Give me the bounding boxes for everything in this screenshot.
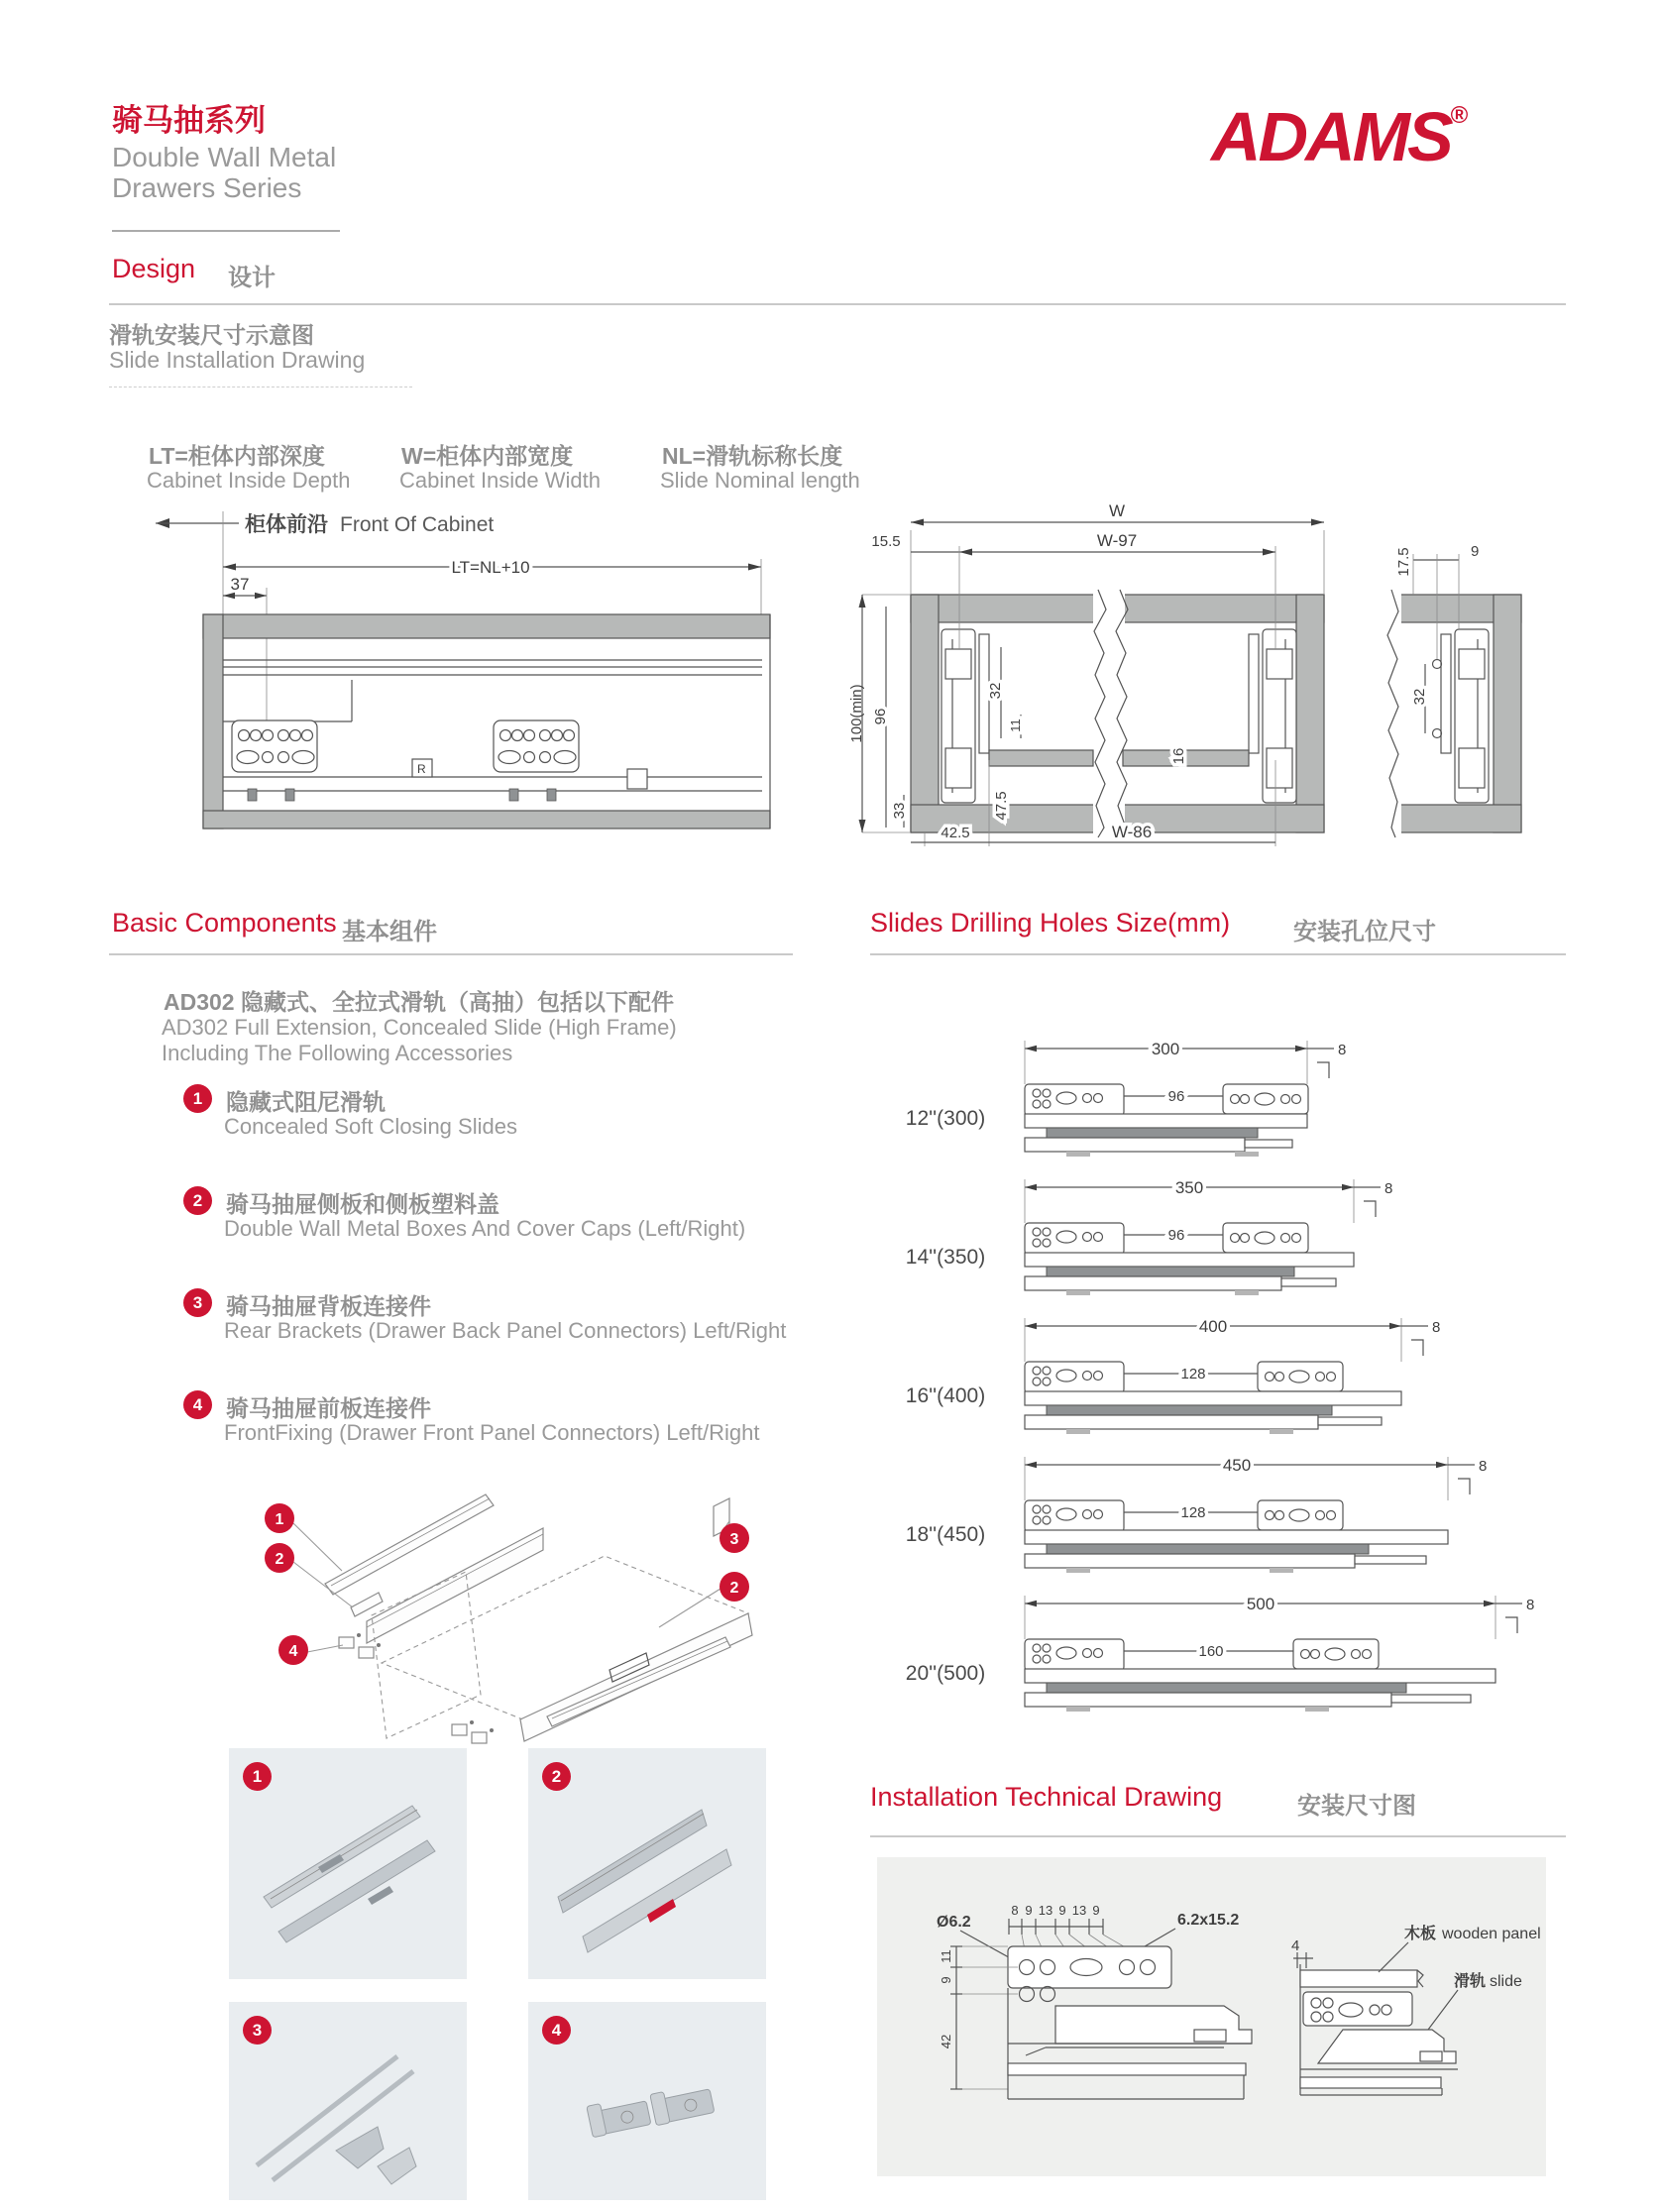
definition-nl-en: Slide Nominal length (660, 468, 860, 493)
dim-slot-size: 6.2x15.2 (1177, 1912, 1240, 1929)
photo-metal-boxes (528, 1748, 766, 1979)
design-section-divider (109, 303, 1566, 305)
definition-nl-cn: NL=滑轨标称长度 (662, 443, 843, 469)
dim-top-4: 9 (1058, 1903, 1066, 1918)
header-divider (112, 230, 340, 232)
slide-offset-18in: 8 (1479, 1458, 1488, 1475)
slide-label-14in: 14''(350) (905, 1246, 986, 1269)
dim-v-11: 11 (939, 1949, 953, 1963)
rail-marker-r: R (417, 762, 426, 776)
ad302-intro-en-line1: AD302 Full Extension, Concealed Slide (High Frame) (162, 1015, 677, 1040)
callout-4: 4 (288, 1643, 298, 1660)
photo-front-fixings (528, 2002, 766, 2200)
item-2-en: Double Wall Metal Boxes And Cover Caps (Left/Right) (224, 1216, 746, 1241)
cross-section-drawing (842, 500, 1556, 852)
slide-installation-subtitle-cn: 滑轨安装尺寸示意图 (109, 322, 314, 348)
ad302-intro-cn: AD302 隐藏式、全拉式滑轨（高抽）包括以下配件 (164, 989, 674, 1015)
exploded-drawer-diagram (159, 1378, 798, 1749)
dim-11: 11 (1008, 719, 1023, 732)
dim-w97: W-97 (1096, 531, 1138, 550)
slide-label-16in: 16''(400) (905, 1384, 986, 1407)
installation-title-cn: 安装尺寸图 (1297, 1793, 1416, 1820)
dim-37: 37 (230, 575, 250, 594)
drilling-title-en: Slides Drilling Holes Size(mm) (870, 908, 1231, 938)
slide-drawing-16in (868, 1308, 1562, 1447)
item-1-number: 1 (183, 1084, 212, 1113)
photo-rear-brackets (229, 2002, 467, 2200)
definition-w-cn: W=柜体内部宽度 (401, 443, 574, 469)
slide-offset-12in: 8 (1338, 1042, 1347, 1058)
photo-3-number: 3 (243, 2016, 272, 2045)
dim-top-6: 9 (1092, 1903, 1100, 1918)
slide-length-12in: 300 (1151, 1040, 1180, 1058)
item-3-cn: 骑马抽屉背板连接件 (226, 1293, 431, 1319)
detail-dim-9: 9 (1471, 543, 1480, 560)
slide-length-16in: 400 (1198, 1317, 1228, 1336)
basic-components-divider (109, 953, 793, 955)
drilling-divider (870, 953, 1566, 955)
dim-hole-diameter: Ø6.2 (937, 1914, 971, 1931)
installation-title-en: Installation Technical Drawing (870, 1782, 1223, 1812)
installation-drawing-front (897, 1869, 1293, 2166)
callout-3: 3 (729, 1531, 739, 1548)
dim-top-3: 13 (1038, 1903, 1053, 1918)
slide-offset-20in: 8 (1526, 1597, 1535, 1613)
slide-length-14in: 350 (1174, 1178, 1204, 1197)
dim-lt-nl10: LT=NL+10 (451, 558, 530, 577)
dim-top-1: 8 (1011, 1903, 1019, 1918)
dim-100min: 100(min) (848, 684, 865, 743)
wooden-panel-label-cn: 木板 (1404, 1926, 1437, 1942)
dim-panel-gap-4: 4 (1291, 1937, 1300, 1954)
item-2-cn: 骑马抽屉侧板和侧板塑料盖 (226, 1191, 499, 1217)
callout-2-left: 2 (275, 1551, 284, 1568)
slide-pitch-12in: 96 (1167, 1088, 1185, 1105)
wooden-panel-label-en: wooden panel (1442, 1926, 1541, 1942)
callout-1: 1 (275, 1511, 284, 1528)
dim-v-42: 42 (939, 2034, 953, 2049)
dim-15-5: 15.5 (871, 533, 901, 550)
basic-components-title-en: Basic Components (112, 908, 337, 938)
dim-33: 33 (891, 802, 908, 820)
definition-lt-cn: LT=柜体内部深度 (149, 443, 325, 469)
dim-32-left: 32 (987, 682, 1004, 700)
series-title-cn: 骑马抽系列 (112, 103, 266, 138)
series-title-en-line1: Double Wall Metal (112, 142, 337, 172)
slide-offset-16in: 8 (1432, 1319, 1441, 1336)
dim-96: 96 (872, 708, 889, 725)
slide-installation-subtitle-en: Slide Installation Drawing (109, 347, 366, 373)
dim-w86: W-86 (1111, 823, 1153, 841)
dim-47-5: 47.5 (993, 791, 1010, 821)
side-view-drawing (144, 503, 778, 835)
detail-dim-32: 32 (1411, 688, 1428, 706)
item-4-cn: 骑马抽屉前板连接件 (226, 1395, 431, 1421)
item-3-number: 3 (183, 1288, 212, 1317)
slide-pitch-14in: 96 (1167, 1227, 1185, 1244)
definition-w-en: Cabinet Inside Width (399, 468, 601, 493)
slide-label-12in: 12''(300) (905, 1107, 986, 1130)
photo-1-number: 1 (243, 1762, 272, 1791)
slide-pitch-20in: 160 (1198, 1643, 1224, 1660)
series-title-en-line2: Drawers Series (112, 172, 302, 203)
slide-length-18in: 450 (1222, 1456, 1252, 1475)
dim-w: W (1108, 501, 1126, 520)
slide-label-20in: 20''(500) (905, 1662, 986, 1685)
basic-components-title-cn: 基本组件 (342, 919, 437, 945)
detail-dim-17-5: 17.5 (1395, 547, 1412, 577)
dim-top-5: 13 (1071, 1903, 1087, 1918)
item-2-badge (183, 1186, 212, 1215)
item-4-en: FrontFixing (Drawer Front Panel Connectors) Left/Right (224, 1420, 760, 1445)
item-2-number: 2 (183, 1186, 212, 1215)
logo-registered-mark: ® (1450, 102, 1469, 129)
dim-v-9: 9 (939, 1976, 953, 1984)
slide-drawing-12in (868, 1031, 1562, 1169)
design-section-title-en: Design (112, 254, 196, 283)
slide-label-cn: 滑轨 (1454, 1973, 1487, 1990)
slide-label-en: slide (1490, 1973, 1522, 1990)
photo-2-number: 2 (542, 1762, 571, 1791)
slide-drawing-14in (868, 1169, 1562, 1308)
photo-4-number: 4 (542, 2016, 571, 2045)
slide-label-18in: 18''(450) (905, 1523, 986, 1546)
series-title-en (112, 142, 336, 203)
dim-42-5: 42.5 (941, 825, 970, 841)
slide-length-20in: 500 (1246, 1595, 1275, 1613)
logo-text: ADAMS (1211, 98, 1451, 175)
item-4-number: 4 (183, 1390, 212, 1419)
logo (1211, 97, 1468, 176)
definition-lt-en: Cabinet Inside Depth (147, 468, 351, 493)
installation-divider (870, 1835, 1566, 1837)
slide-pitch-16in: 128 (1180, 1366, 1206, 1382)
photo-slides (229, 1748, 467, 1979)
item-3-en: Rear Brackets (Drawer Back Panel Connectors) Left/Right (224, 1318, 787, 1343)
slide-pitch-18in: 128 (1180, 1504, 1206, 1521)
installation-drawing-side (1283, 1869, 1561, 2166)
ad302-intro-en-line2: Including The Following Accessories (162, 1041, 513, 1065)
item-1-badge (183, 1084, 212, 1113)
item-1-cn: 隐藏式阻尼滑轨 (226, 1089, 386, 1115)
item-1-en: Concealed Soft Closing Slides (224, 1114, 517, 1139)
callout-2-right: 2 (729, 1580, 739, 1597)
design-section-title-cn: 设计 (228, 265, 276, 291)
front-of-cabinet-label-cn: 柜体前沿 (245, 513, 328, 536)
dim-top-2: 9 (1025, 1903, 1033, 1918)
item-3-badge (183, 1288, 212, 1317)
slide-drawing-18in (868, 1447, 1562, 1586)
drilling-title-cn: 安装孔位尺寸 (1293, 919, 1436, 945)
slide-drawing-20in (868, 1586, 1562, 1724)
front-of-cabinet-label-en: Front Of Cabinet (340, 513, 495, 536)
slide-offset-14in: 8 (1384, 1180, 1393, 1197)
dim-16: 16 (1170, 747, 1187, 765)
